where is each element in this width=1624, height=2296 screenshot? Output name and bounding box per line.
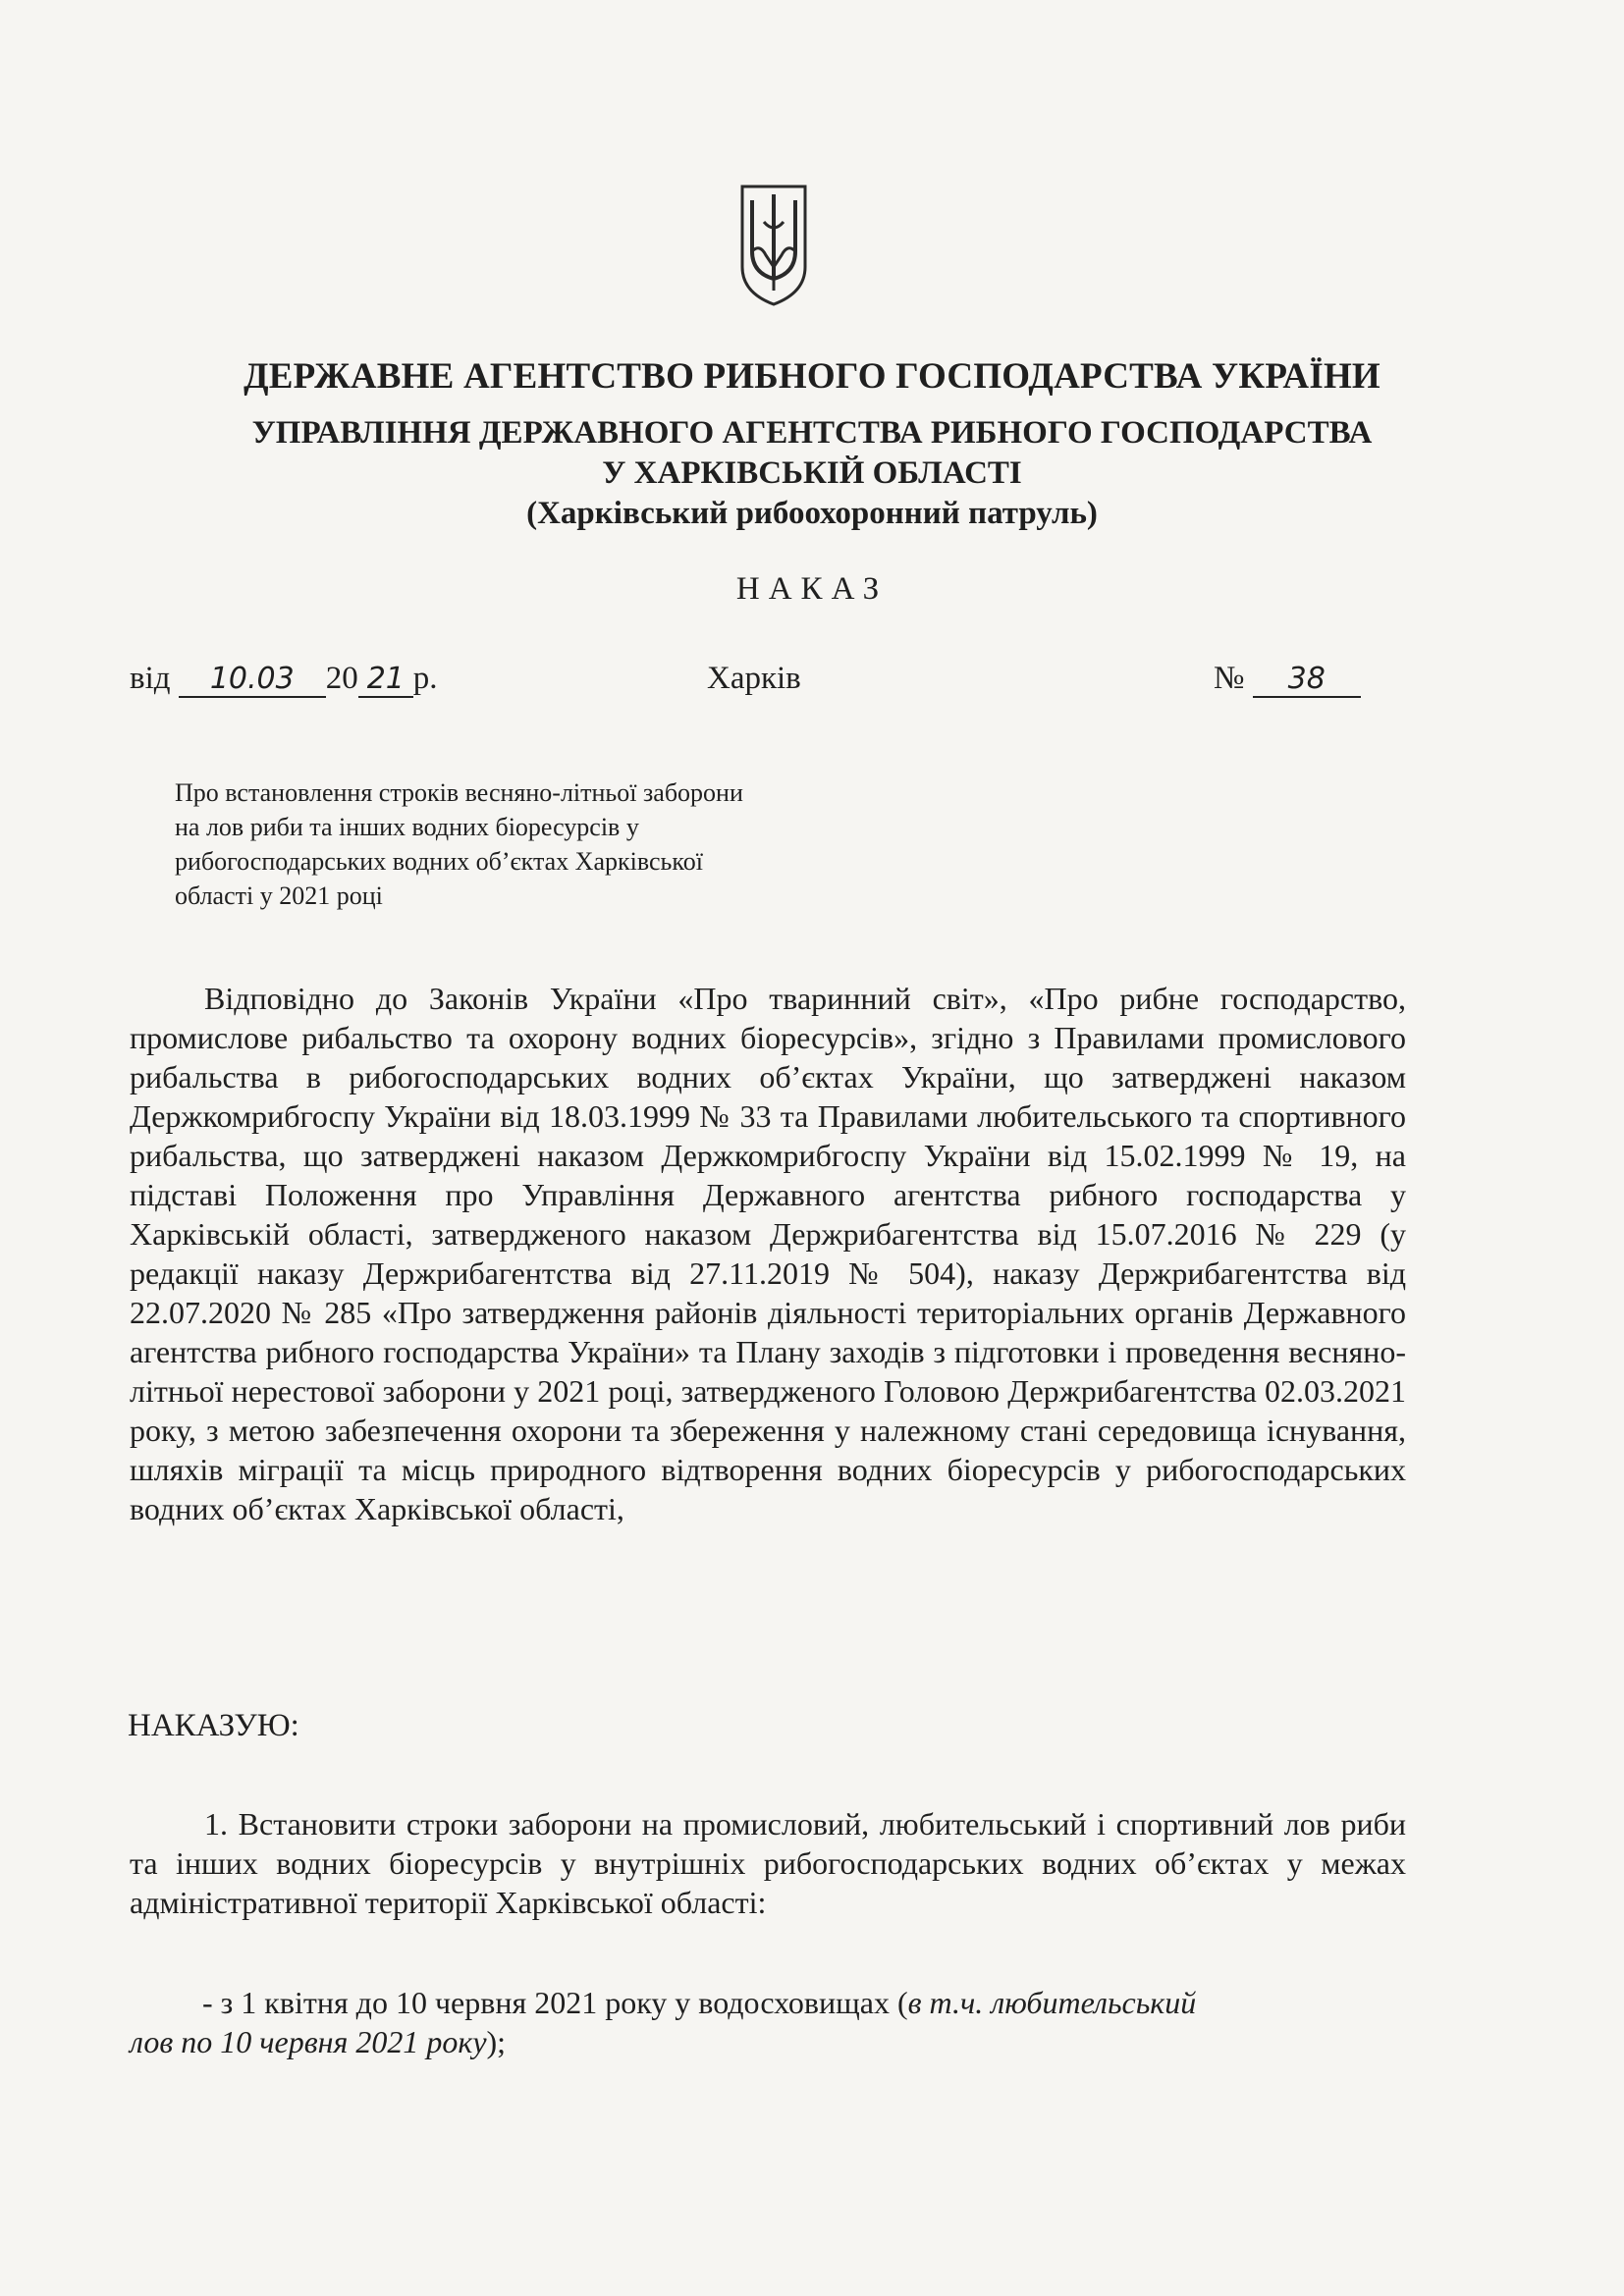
order-number (1214, 661, 1361, 698)
bullet-italic-1: в т.ч. любительський (907, 1985, 1197, 2020)
department-title-line1: УПРАВЛІННЯ ДЕРЖАВНОГО АГЕНТСТВА РИБНОГО ГОСПОДАРСТВА (251, 415, 1373, 451)
city: Харків (707, 661, 801, 696)
department-title-line2: У ХАРКІВСЬКІЙ ОБЛАСТІ (602, 455, 1022, 491)
year-suffix: р. (412, 661, 438, 696)
agency-title: ДЕРЖАВНЕ АГЕНТСТВО РИБНОГО ГОСПОДАРСТВА УКРАЇНИ (244, 356, 1380, 397)
year-handwritten: 21 (358, 662, 413, 698)
order-heading: НАКАЗУЮ: (128, 1708, 299, 1743)
date-prefix: від (130, 661, 171, 696)
number-handwritten: 38 (1253, 662, 1361, 698)
preamble-paragraph: Відповідно до Законів України «Про тваринний світ», «Про рибне господарство, промислове рибальство та охорону водних біоресурсів», згідно з Правилами промислового рибальства в рибогосподарських водних об’єктах України, що затверджені наказом Держкомрибгоспу України від 18.03.1999 № 33 та Правилами любительського та спортивного рибальства, що затверджені наказом Держкомрибгоспу України від 15.02.1999 № 19, на підставі Положення про Управління Державного агентства рибного господарства у Харківській області, затвердженого наказом Держрибагентства від 15.07.2016 № 229 (у редакції наказу Держрибагентства від 27.11.2019 № 504), наказу Держрибагентства від 22.07.2020 № 285 «Про затвердження районів діяльності територіальних органів Державного агентства рибного господарства України» та Плану заходів з підготовки і проведення весняно-літньої нерестової заборони у 2021 році, затвердженого Головою Держрибагентства 02.03.2021 року, з метою забезпечення охорони та збереження у належному стані середовища існування, шляхів міграції та місць природного відтворення водних біоресурсів у рибогосподарських водних об’єктах Харківської області, (130, 981, 1406, 1526)
order-item-1: 1. Встановити строки заборони на промисловий, любительський і спортивний лов риби та інших водних біоресурсів у внутрішніх рибогосподарських водних об’єктах у межах адміністративної території Харківської області: (130, 1806, 1406, 1920)
date-field (130, 661, 438, 698)
date-handwritten: 10.03 (179, 662, 326, 698)
trident-emblem-icon (736, 183, 811, 308)
bullet-text: - з 1 квітня до 10 червня 2021 року у водосховищах ( (202, 1985, 908, 2020)
number-prefix: № (1214, 661, 1245, 696)
patrol-title: (Харківський рибоохоронний патруль) (526, 496, 1098, 531)
bullet-italic-2: лов по 10 червня 2021 року (130, 2024, 487, 2059)
year-prefix: 20 (325, 661, 358, 696)
document-type: НАКАЗ (735, 571, 889, 607)
order-subject: Про встановлення строків весняно-літньої заборони на лов риби та інших водних біоресурсів у рибогосподарських водних об’єктах Харківської області у 2021 році (175, 778, 743, 910)
order-item-1-bullet (130, 1983, 1410, 2059)
bullet-close: ); (486, 2024, 507, 2059)
